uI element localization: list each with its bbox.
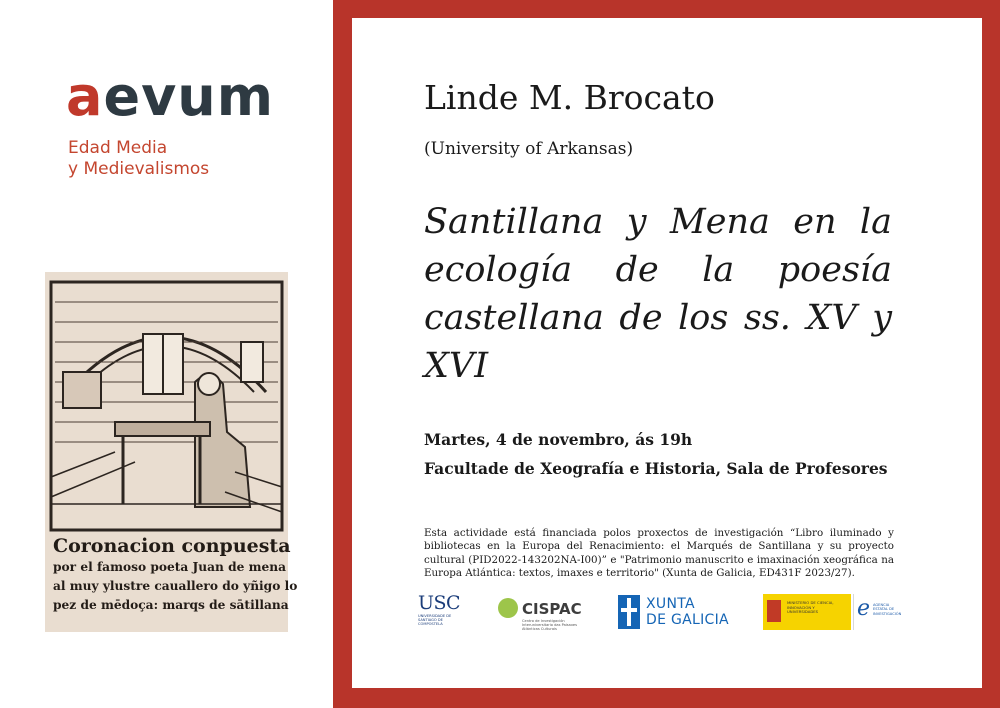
- logo-word-rest: evum: [103, 65, 274, 128]
- talk-title: Santillana y Mena en la ecología de la poesía castellana de los ss. XV y XVI: [424, 202, 892, 386]
- logo-accent-letter: a: [66, 65, 104, 128]
- funding-note: Esta actividade está financiada polos proxectos de investigación “Libro iluminado y bibliotecas en la Europa del Renacimiento: el Marqués de Santillana y su proyecto cultural (PID2022-143202NA-I00)” e "Patrimonio manuscrito e imaxinación xeográfica na Europa Atlántica: textos, imaxes e territorio" (Xunta de Galicia, ED431F 2023/27).: [424, 527, 894, 580]
- cispac-small-text: Centro de Investigación Interuniversitario das Paisaxes Atlánticas Culturais: [522, 619, 577, 632]
- usc-small-text: UNIVERSIDADE DE SANTIAGO DE COMPOSTELA: [418, 614, 452, 627]
- ministerio-small-text: MINISTERIO DE CIENCIA, INNOVACIÓN Y UNIVERSIDADES: [787, 600, 834, 615]
- left-column: [0, 0, 333, 708]
- event-location: Facultade de Xeografía e Historia, Sala de Profesores: [424, 459, 888, 478]
- speaker-affiliation: (University of Arkansas): [424, 139, 634, 159]
- xunta-shield-icon: [618, 595, 640, 629]
- sponsor-logos: [418, 592, 903, 634]
- woodcut-caption-line: al muy ylustre cauallero do yñigo lo: [53, 579, 298, 593]
- event-datetime: Martes, 4 de novembro, ás 19h: [424, 430, 693, 449]
- logo-subtitle-line1: Edad Media: [68, 138, 168, 158]
- woodcut-caption-line: pez de mēdoça: marqs de sātillana: [53, 598, 289, 612]
- aei-logo: [853, 594, 902, 630]
- cispac-name: CISPAC: [522, 600, 582, 618]
- xunta-line1: XUNTA: [646, 596, 695, 612]
- woodcut-caption: [53, 534, 298, 615]
- woodcut-caption-line: Coronacion conpuesta: [53, 535, 291, 557]
- usc-mark: USC: [418, 592, 461, 614]
- ministerio-flag: [763, 594, 851, 630]
- logo-subtitle: [68, 138, 209, 180]
- ministerio-logo: [763, 594, 903, 630]
- speaker-name: Linde M. Brocato: [424, 78, 715, 117]
- spain-crest-icon: [767, 600, 781, 622]
- woodcut-illustration: [45, 272, 298, 632]
- xunta-text: [646, 596, 729, 628]
- woodcut-caption-line: por el famoso poeta Juan de mena: [53, 560, 287, 574]
- aei-small-text: AGENCIA ESTATAL DE INVESTIGACIÓN: [873, 603, 902, 616]
- aevum-logo: [66, 65, 274, 128]
- cispac-emblem-icon: [498, 598, 518, 618]
- cispac-logo: [498, 595, 593, 633]
- usc-logo: [418, 592, 468, 632]
- logo-subtitle-line2: y Medievalismos: [68, 159, 210, 179]
- aei-mark: e: [857, 596, 871, 621]
- xunta-logo: [618, 595, 738, 631]
- xunta-line2: DE GALICIA: [646, 612, 729, 628]
